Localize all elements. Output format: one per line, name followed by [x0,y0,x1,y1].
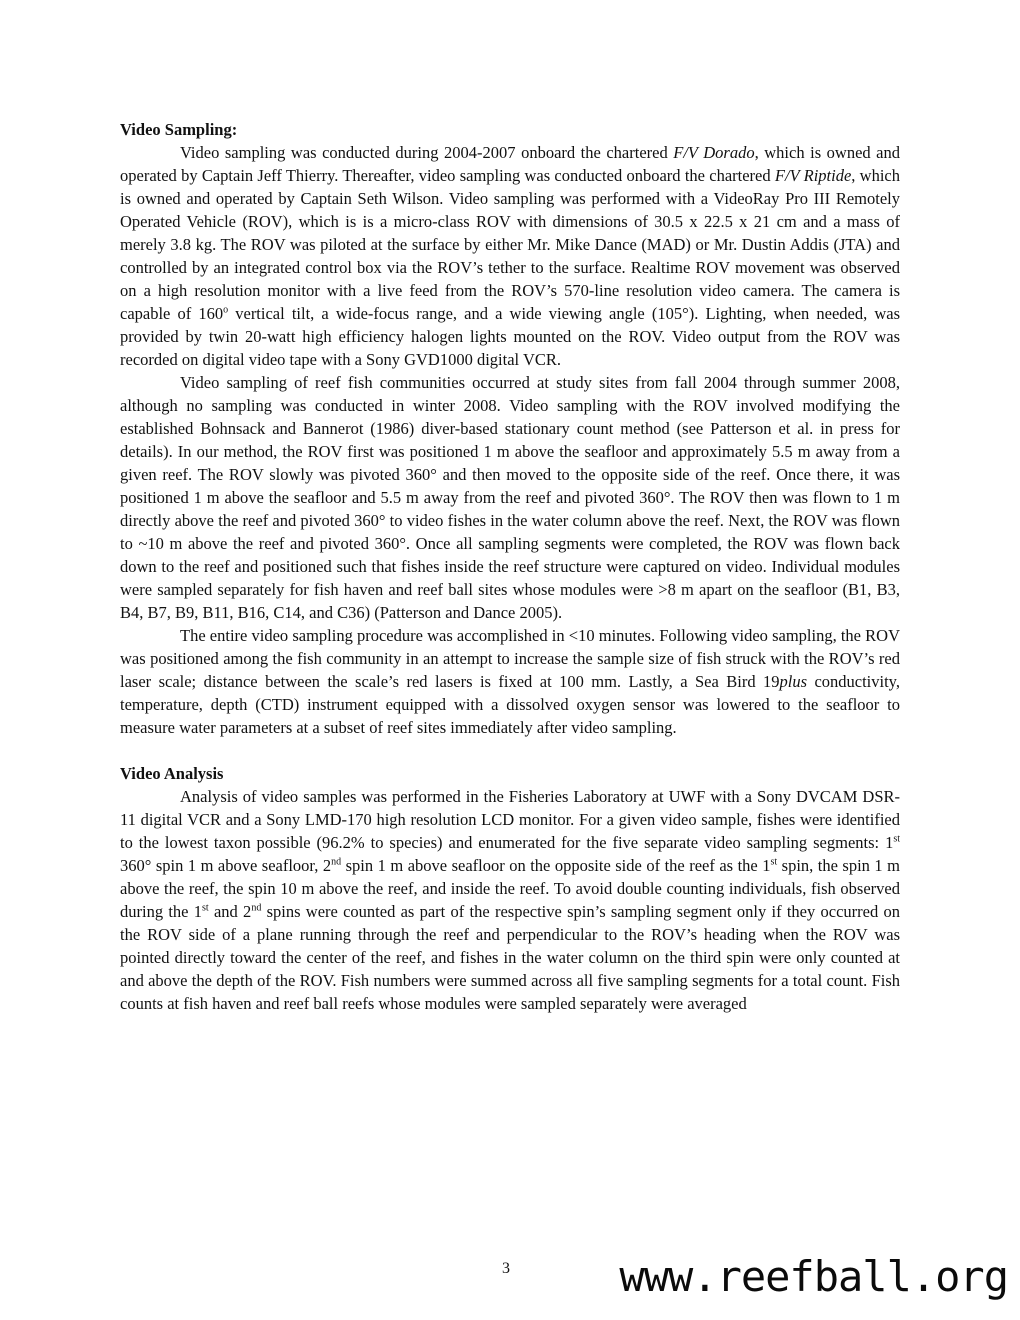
paragraph-video-sampling-2: Video sampling of reef fish communities occurred at study sites from fall 2004 through summer 2008, although no sampling was conducted in winter 2008. Video sampling with the ROV involved modifying the established Bohnsack and Bannerot (1986) diver-based stationary count method (see Patterson et al. in press for details). In our method, the ROV first was positioned 1 m above the seafloor and approximately 5.5 m away from a given reef. The ROV slowly was pivoted 360° and then moved to the opposite side of the reef. Once there, it was positioned 1 m above the seafloor and 5.5 m away from the reef and pivoted 360°. The ROV then was flown to 1 m directly above the reef and pivoted 360° to video fishes in the water column above the reef. Next, the ROV was flown to ~10 m above the reef and pivoted 360°. Once all sampling segments were completed, the ROV was flown back down to the reef and positioned such that fishes inside the reef structure were captured on video. Individual modules were sampled separately for fish haven and reef ball sites whose modules were >8 m apart on the seafloor (B1, B3, B4, B7, B9, B11, B16, C14, and C36) (Patterson and Dance 2005). [120,373,900,622]
page-number: 3 [502,1260,510,1277]
vessel-name-dorado: F/V Dorado [673,143,755,162]
vessel-name-riptide: F/V Riptide [774,166,852,185]
italic-plus: plus [779,672,808,691]
degree-superscript: o [223,304,229,316]
section-heading-video-analysis: Video Analysis [120,764,224,783]
paragraph-video-sampling-3: The entire video sampling procedure was accomplished in <10 minutes. Following video sampling, the ROV was positioned among the fish community in an attempt to increase the sample size of fish struck with the ROV’s red laser scale; distance between the scale’s red lasers is fixed at 100 mm. Lastly, a Sea Bird 19plus conductivity, temperature, depth (CTD) instrument equipped with a dissolved oxygen sensor was lowered to the seafloor to measure water parameters at a subset of reef sites immediately after video sampling. [120,626,900,737]
section-heading-video-sampling: Video Sampling: [120,120,238,139]
paragraph-video-sampling-1: Video sampling was conducted during 2004-2007 onboard the chartered F/V Dorado, which is owned and operated by Captain Jeff Thierry. Thereafter, video sampling was conducted onboard the chartered F/V Riptide, which is owned and operated by Captain Seth Wilson. Video sampling was performed with a VideoRay Pro III Remotely Operated Vehicle (ROV), which is is a micro-class ROV with dimensions of 30.5 x 22.5 x 21 cm and a mass of merely 3.8 kg. The ROV was piloted at the surface by either Mr. Mike Dance (MAD) or Mr. Dustin Addis (JTA) and controlled by an integrated control box via the ROV’s tether to the surface. Realtime ROV movement was observed on a high resolution monitor with a live feed from the ROV’s 570-line resolution video camera. The camera is capable of 160$^o$ vertical tilt, a wide-focus range, and a wide viewing angle (105°). Lighting, when needed, was provided by twin 20-watt high efficiency halogen lights mounted on the ROV. Video output from the ROV was recorded on digital video tape with a Sony GVD1000 digital VCR. [120,143,901,369]
paragraph-video-analysis-1: Analysis of video samples was performed in the Fisheries Laboratory at UWF with a Sony DVCAM DSR-11 digital VCR and a Sony LMD-170 high resolution LCD monitor. For a given video sample, fishes were identified to the lowest taxon possible (96.2% to species) and enumerated for the five separate video sampling segments: 1st 360° spin 1 m above seafloor, 2nd spin 1 m above seafloor on the opposite side of the reef as the 1st spin, the spin 1 m above the reef, the spin 10 m above the reef, and inside the reef. To avoid double counting individuals, fish observed during the 1st and 2nd spins were counted as part of the respective spin’s sampling segment only if they occurred on the ROV side of a plane running through the reef and perpendicular to the ROV’s heading when the ROV was pointed directly toward the center of the reef, and fishes in the water column on the third spin were only counted at and above the depth of the ROV. Fish numbers were summed across all five sampling segments for a total count. Fish counts at fish haven and reef ball reefs whose modules were sampled separately were averaged [120,787,900,1013]
document-body [120,118,900,1015]
watermark-url: www.reefball.org [619,1252,1008,1301]
